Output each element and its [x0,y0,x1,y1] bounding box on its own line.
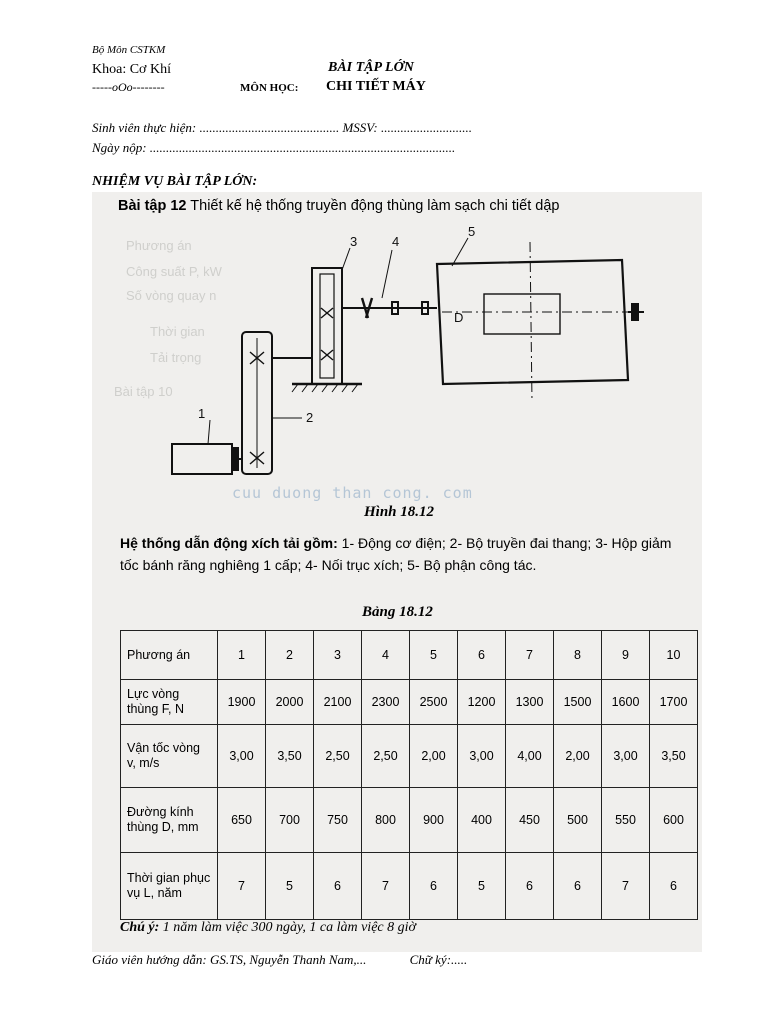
table-cell: 7 [506,631,554,680]
teacher-info: Giáo viên hướng dẫn: GS.TS, Nguyễn Thanh Nam,... [92,952,367,967]
row-header: Lực vòng thùng F, N [121,680,218,725]
table-cell: 2,00 [410,725,458,788]
document-title: BÀI TẬP LỚN [328,60,414,75]
table-cell: 5 [410,631,458,680]
row-header: Phương án [121,631,218,680]
table-cell: 400 [458,788,506,853]
table-row [121,788,698,853]
faculty: Khoa: Cơ Khí [92,62,171,77]
table-cell: 3 [314,631,362,680]
table-caption: Bảng 18.12 [362,604,433,620]
table-cell: 4,00 [506,725,554,788]
subject-label: MÔN HỌC: [240,82,299,94]
table-cell: 2000 [266,680,314,725]
table-cell: 3,50 [266,725,314,788]
table-cell: 5 [266,853,314,920]
table-cell: 800 [362,788,410,853]
table-cell: 2300 [362,680,410,725]
table-cell: 6 [506,853,554,920]
submission-date-line: Ngày nộp: .............................................................................................. [92,140,456,155]
table-cell: 8 [554,631,602,680]
motor-body [172,444,232,474]
label-gearbox: 3 [350,234,358,249]
table-cell: 6 [458,631,506,680]
table-cell: 7 [362,853,410,920]
table-cell: 3,00 [458,725,506,788]
table-row [121,853,698,920]
table-cell: 10 [650,631,698,680]
row-header: Thời gian phục vụ L, năm [121,853,218,920]
student-info-line: Sinh viên thực hiện: ........................................... MSSV: ............................ [92,120,472,135]
description-lead: Hệ thống dẫn động xích tải gồm: [120,535,338,551]
table-cell: 3,00 [602,725,650,788]
watermark-text: cuu duong than cong. com [232,484,473,502]
header-separator: -----oOo-------- [92,80,165,94]
table-cell: 900 [410,788,458,853]
table-row [121,680,698,725]
table-cell: 750 [314,788,362,853]
table-cell: 4 [362,631,410,680]
exercise-text: Thiết kế hệ thống truyền động thùng làm sạch chi tiết dập [190,198,560,214]
figure-caption: Hình 18.12 [364,504,435,520]
description-text: 1- Động cơ điện; 2- Bộ truyền đai thang; 3- Hộp giảm tốc bánh răng nghiêng 1 cấp; 4- Nối trục xích; 5- Bộ phận công tác. [120,535,672,573]
table-cell: 7 [602,853,650,920]
table-cell: 5 [458,853,506,920]
label-drum: 5 [468,224,476,239]
drive-system-diagram [92,222,702,492]
table-cell: 550 [602,788,650,853]
working-drum [437,260,628,384]
table-cell: 1900 [218,680,266,725]
table-cell: 700 [266,788,314,853]
table-cell: 3,00 [218,725,266,788]
gearbox-housing [312,268,342,384]
table-cell: 6 [410,853,458,920]
table-cell: 2 [266,631,314,680]
row-header: Đường kính thùng D, mm [121,788,218,853]
table-cell: 6 [650,853,698,920]
note [120,920,416,936]
table-cell: 6 [314,853,362,920]
table-cell: 1600 [602,680,650,725]
department: Bộ Môn CSTKM [92,44,166,56]
row-header: Vận tốc vòng v, m/s [121,725,218,788]
table-cell: 1200 [458,680,506,725]
table-cell: 1300 [506,680,554,725]
exercise-title [118,198,559,214]
table-cell: 9 [602,631,650,680]
subject-name: CHI TIẾT MÁY [326,79,426,94]
note-text: 1 năm làm việc 300 ngày, 1 ca làm việc 8 giờ [162,920,416,935]
table-cell: 2,50 [362,725,410,788]
table-cell: 3,50 [650,725,698,788]
table-cell: 450 [506,788,554,853]
signature-field: Chữ ký:..... [409,952,468,967]
footer [92,952,467,968]
note-lead: Chú ý: [120,920,160,935]
label-coupling: 4 [392,234,400,249]
table-cell: 2,00 [554,725,602,788]
exercise-label: Bài tập 12 [118,198,187,214]
table-cell: 2,50 [314,725,362,788]
task-heading: NHIỆM VỤ BÀI TẬP LỚN: [92,174,258,189]
label-motor: 1 [198,406,206,421]
table-cell: 1 [218,631,266,680]
table-cell: 2500 [410,680,458,725]
table-cell: 1700 [650,680,698,725]
table-row [121,631,698,680]
table-row [121,725,698,788]
table-cell: 600 [650,788,698,853]
system-description [120,532,690,576]
label-belt: 2 [306,410,314,425]
table-cell: 500 [554,788,602,853]
table-cell: 1500 [554,680,602,725]
label-diameter: D [454,310,464,325]
table-cell: 650 [218,788,266,853]
scanned-exercise-page: Phương án Công suất P, kW Số vòng quay n Thời gian Tải trọng Bài tập 10 Bài tập 12 Thiết kế hệ thống truyền động thùng làm sạch chi tiết dập 1 2 3 4 5 D cuu duong than cong. com Hình 18.12 Hệ thống dẫn động xích tải gồm: 1- Động cơ điện; 2- Bộ truyền đai thang; 3- Hộp giảm tốc bánh răng nghiêng 1 cấp; 4- Nối trục xích; 5- Bộ phận công tác. Bảng 18.12 Phương án 1 2 3 4 5 6 7 8 9 10 Lực vòng thùng F, N 1900 2000 2100 2300 2500 1200 1300 1500 1600 1700 Vận tốc vòng v, m/s 3,00 3,50 2,50 2,50 2,00 3,00 4,00 2,00 3,00 3,50 Đường kính thùng D, mm 650 700 750 800 900 400 450 500 550 600 Thời gian phục vụ L, năm 7 5 6 7 6 5 6 6 7 6 Chú ý: 1 năm làm việc 300 ngày, 1 ca làm việc 8 giờ [92,192,702,952]
table-cell: 7 [218,853,266,920]
parameters-table [120,630,698,920]
table-cell: 6 [554,853,602,920]
table-cell: 2100 [314,680,362,725]
